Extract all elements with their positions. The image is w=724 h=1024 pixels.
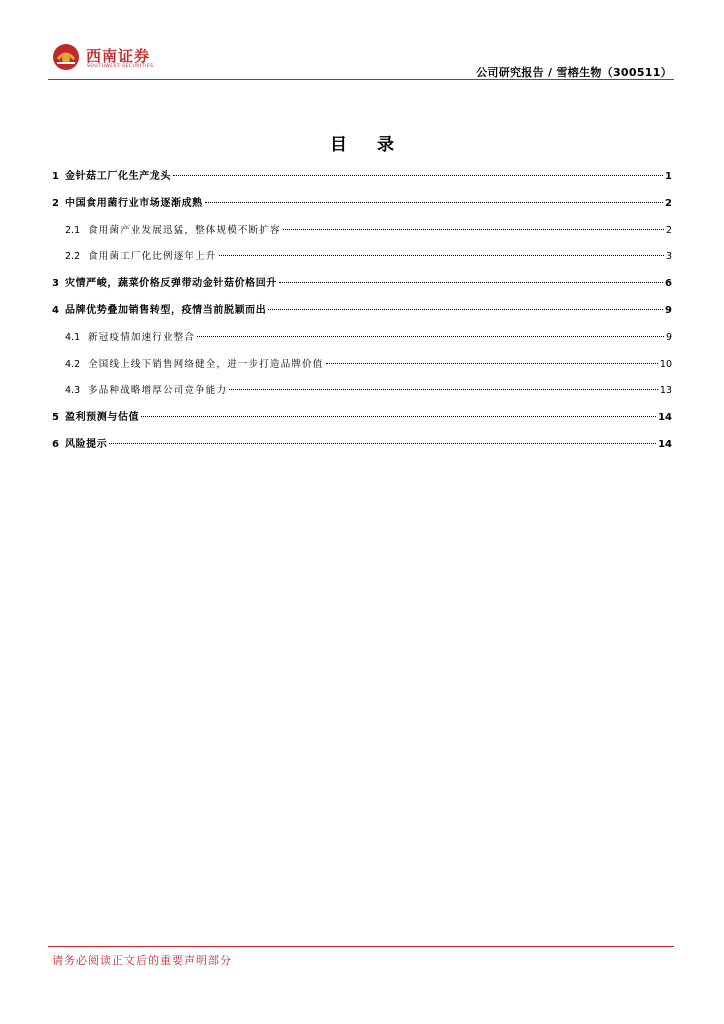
toc-entry[interactable] [52, 358, 672, 385]
toc-entry-page: 14 [658, 412, 672, 424]
toc-entry[interactable] [52, 438, 672, 465]
toc-leader-dots [205, 201, 663, 203]
company-logo [52, 43, 182, 73]
logo-subtitle: SOUTHWEST SECURITIES [87, 64, 154, 69]
toc-leader-dots [229, 388, 658, 390]
toc-entry[interactable] [52, 250, 672, 277]
toc-entry-page: 13 [659, 385, 672, 397]
toc-entry-title: 新冠疫情加速行业整合 [88, 331, 196, 343]
toc-entry-number: 4 [52, 304, 59, 316]
toc-entry-title: 中国食用菌行业市场逐渐成熟 [64, 197, 203, 209]
toc-entry-title: 盈利预测与估值 [64, 412, 140, 424]
toc-entry-number: 4.1 [65, 331, 81, 343]
toc-entry-number: 1 [52, 171, 59, 182]
toc-leader-dots [326, 362, 658, 364]
toc-leader-dots [173, 174, 663, 176]
header-divider [48, 79, 674, 80]
toc-leader-dots [141, 415, 656, 417]
toc-entry-page: 14 [658, 438, 672, 450]
toc-leader-dots [279, 281, 663, 283]
toc-entry-title: 灾情严峻，蔬菜价格反弹带动金针菇价格回升 [64, 278, 277, 290]
toc-entry-number: 2.2 [65, 251, 81, 263]
toc-entry[interactable] [52, 304, 672, 331]
toc-entry-page: 3 [665, 251, 672, 263]
toc-leader-dots [109, 442, 656, 444]
toc-entry-title: 多品种战略增厚公司竞争能力 [88, 385, 228, 397]
toc-entry-page: 6 [665, 278, 672, 290]
page-header [0, 0, 724, 82]
toc-entry-number: 2 [52, 197, 59, 209]
toc-entry[interactable] [52, 411, 672, 438]
toc-entry[interactable] [52, 384, 672, 411]
footer-notice: 请务必阅读正文后的重要声明部分 [52, 954, 232, 967]
toc-entry-number: 6 [52, 438, 59, 450]
toc-entry-number: 4.3 [65, 385, 81, 397]
toc-entry-number: 5 [52, 412, 59, 424]
toc-entry[interactable] [52, 331, 672, 358]
toc-entry[interactable] [52, 197, 672, 224]
toc-entry-number: 3 [52, 278, 59, 290]
logo-name: 西南证券 [86, 47, 151, 65]
toc-entry-page: 2 [665, 197, 672, 209]
toc-entry[interactable] [52, 224, 672, 251]
toc-entry-page: 10 [659, 358, 672, 370]
toc-entry-title: 品牌优势叠加销售转型，疫情当前脱颖而出 [64, 304, 267, 316]
toc-entry-title: 食用菌工厂化比例逐年上升 [88, 251, 217, 263]
footer-divider [48, 946, 674, 947]
logo-emblem-icon [52, 43, 80, 71]
toc-entry-title: 全国线上线下销售网络健全，进一步打造品牌价值 [88, 358, 324, 370]
toc-entry[interactable] [52, 170, 672, 197]
toc-entry-number: 2.1 [65, 224, 81, 236]
toc-entry-page: 9 [665, 331, 672, 343]
report-label: 公司研究报告 / 雪榕生物（300511） [476, 66, 672, 79]
toc-entry-page: 1 [665, 171, 672, 182]
toc-entry-title: 食用菌产业发展迅猛，整体规模不断扩容 [88, 224, 281, 236]
toc-entry[interactable] [52, 277, 672, 304]
toc-title: 目 录 [330, 135, 406, 155]
toc-entry-page: 2 [665, 224, 672, 236]
toc-leader-dots [283, 228, 664, 230]
toc-entry-page: 9 [665, 304, 672, 316]
toc-leader-dots [197, 335, 664, 337]
toc-leader-dots [219, 254, 664, 256]
toc-entry-title: 风险提示 [64, 438, 108, 450]
table-of-contents [52, 170, 672, 465]
toc-entry-number: 4.2 [65, 358, 81, 370]
toc-leader-dots [268, 308, 663, 310]
toc-entry-title: 金针菇工厂化生产龙头 [64, 171, 171, 182]
